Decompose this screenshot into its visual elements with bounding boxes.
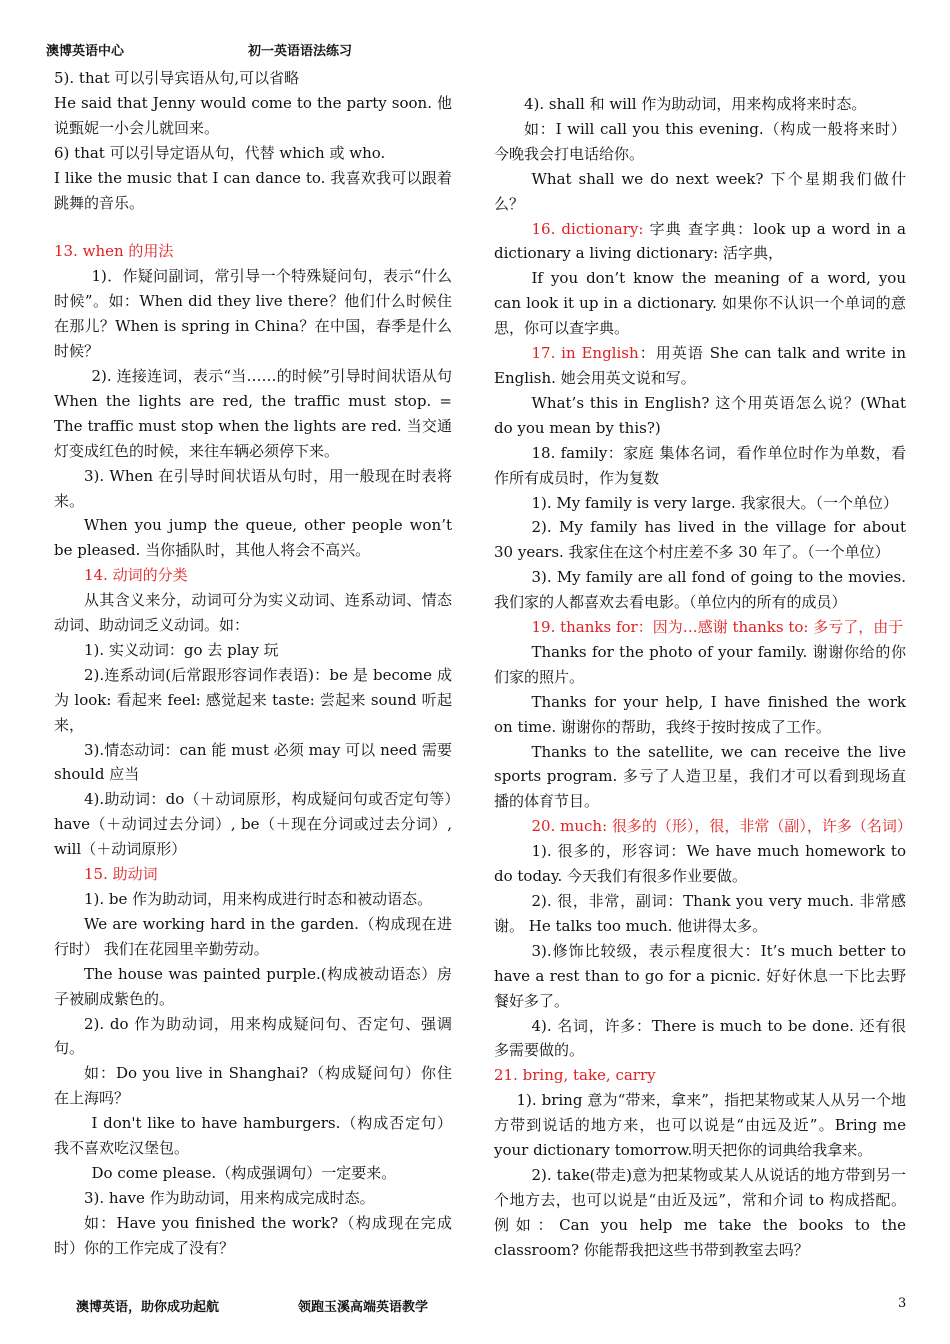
left-paragraph: 1). be 作为助动词，用来构成进行时态和被动语态。 — [84, 890, 433, 908]
right-paragraph: 21. bring, take, carry — [494, 1066, 656, 1085]
footer-slogan: 澳博英语，助你成功起航 — [76, 1300, 220, 1315]
left-paragraph: I like the music that I can dance to. 我喜欢我可以跟着跳舞的音乐。 — [54, 168, 452, 212]
left-paragraph: 1). 实义动词：go 去 play 玩 — [84, 640, 279, 659]
right-paragraph: 16. dictionary: 字典 查字典：look up a word in a dictionary a living dictionary: 活字典， — [494, 219, 906, 263]
left-paragraph: 从其含义来分，动词可分为实义动词、连系动词、情态动词、助动词乏义动词。如： — [54, 591, 452, 635]
left-paragraph: 3). have 作为助动词，用来构成完成时态。 — [84, 1188, 375, 1207]
left-paragraph: 14. 动词的分类 — [84, 566, 188, 585]
right-paragraph: 2). 很，非常，副词：Thank you very much. 非常感谢。 He talks too much. 他讲得太多。 — [494, 892, 906, 935]
page-footer — [0, 1296, 950, 1316]
left-paragraph: When you jump the queue, other people won’t be pleased. 当你插队时，其他人将会不高兴。 — [54, 516, 452, 560]
page-number: 3 — [898, 1296, 907, 1311]
left-paragraph: 4).助动词：do（＋动词原形，构成疑问句或否定句等）have（＋动词过去分词）, be（＋现在分词或过去分词）, will（＋动词原形） — [54, 790, 452, 859]
right-paragraph: 2). My family has lived in the village for about 30 years. 我家住在这个村庄差不多 30 年了。（一个单位） — [494, 518, 906, 562]
right-paragraph: 如：I will call you this evening.（构成一般将来时）今晚我会打电话给你。 — [494, 119, 906, 163]
right-paragraph: What’s this in English? 这个用英语怎么说？(What do you mean by this?) — [494, 393, 906, 437]
right-paragraph: If you don’t know the meaning of a word, you can look it up in a dictionary. 如果你不认识一个单词的意思，你可以查字典。 — [494, 269, 906, 338]
left-paragraph: 2).连系动词(后常跟形容词作表语)：be 是 become 成为 look: 看起来 feel: 感觉起来 taste: 尝起来 sound 听起来， — [54, 665, 452, 734]
left-paragraph: 6) that 可以引导定语从句，代替 which 或 who. — [54, 143, 386, 162]
left-paragraph: 5). that 可以引导宾语从句,可以省略 — [54, 69, 300, 87]
left-paragraph: Do come please.（构成强调句）一定要来。 — [91, 1163, 397, 1182]
right-paragraph: 4). shall 和 will 作为助动词，用来构成将来时态。 — [524, 95, 867, 113]
right-paragraph: Thanks to the satellite, we can receive the live sports program. 多亏了人造卫星，我们才可以看到现场直播的体育节目。 — [494, 742, 906, 811]
left-paragraph: 如：Have you finished the work?（构成现在完成时）你的工作完成了没有？ — [54, 1213, 452, 1257]
right-paragraph: 1). 很多的，形容词：We have much homework to do today. 今天我们有很多作业要做。 — [494, 842, 906, 886]
footer-slogan-2: 领跑玉溪高端英语教学 — [298, 1300, 429, 1315]
right-paragraph: Thanks for your help, I have finished the work on time. 谢谢你的帮助，我终于按时按成了工作。 — [494, 692, 906, 736]
left-paragraph: I don't like to have hamburgers.（构成否定句）我不喜欢吃汉堡包。 — [54, 1114, 452, 1158]
left-paragraph: 13. when 的用法 — [54, 242, 174, 261]
left-paragraph: 2). 连接连词，表示“当……的时候”引导时间状语从句 When the lights are red, the traffic must stop. = The traffic must stop when the lights are red. 当交通灯变成红色的时候，来往车辆必须停下来。 — [54, 366, 452, 460]
right-paragraph: What shall we do next week? 下个星期我们做什么？ — [494, 169, 906, 213]
entry-heading: 17. in English — [531, 344, 639, 363]
left-paragraph: 3). When 在引导时间状语从句时，用一般现在时表将来。 — [54, 466, 452, 510]
left-column — [54, 66, 452, 1261]
entry-heading: 16. dictionary: — [531, 219, 644, 238]
left-paragraph: 15. 助动词 — [84, 865, 158, 884]
page-header — [0, 40, 950, 60]
right-paragraph: 18. family：家庭 集体名词，看作单位时作为单数，看作所有成员时，作为复数 — [494, 443, 906, 487]
left-paragraph — [54, 215, 452, 239]
right-paragraph: 3).修饰比较级，表示程度很大：It’s much better to have a rest than to go for a picnic. 好好休息一下比去野餐好多了。 — [494, 941, 906, 1010]
left-paragraph: He said that Jenny would come to the party soon. 他说甄妮一小会儿就回来。 — [54, 93, 452, 137]
header-title: 初一英语语法练习 — [248, 44, 353, 59]
right-paragraph: 19. thanks for：因为…感谢 thanks to: 多亏了，由于 — [531, 618, 904, 637]
left-paragraph: 2). do 作为助动词，用来构成疑问句、否定句、强调句。 — [54, 1014, 452, 1058]
right-paragraph: 20. much: 很多的（形），很，非常（副），许多（名词） — [531, 817, 912, 836]
left-paragraph: The house was painted purple.(构成被动语态）房子被刷成紫色的。 — [54, 964, 452, 1008]
right-paragraph: 2). take(带走)意为把某物或某人从说话的地方带到另一个地方去，也可以说是“由近及远”，常和介词 to 构成搭配。例如：Can you help me take the books to the classroom? 你能帮我把这些书带到教室去吗？ — [494, 1165, 906, 1259]
left-paragraph: We are working hard in the garden.（构成现在进行时） 我们在花园里辛勤劳动。 — [54, 914, 452, 958]
right-paragraph: 4). 名词，许多：There is much to be done. 还有很多需要做的。 — [494, 1016, 906, 1060]
right-paragraph: 17. in English：用英语 She can talk and write in English. 她会用英文说和写。 — [494, 344, 906, 387]
header-org: 澳博英语中心 — [46, 44, 125, 59]
right-column — [494, 92, 912, 1263]
left-paragraph: 如：Do you live in Shanghai?（构成疑问句）你住在上海吗？ — [54, 1064, 452, 1108]
right-paragraph: Thanks for the photo of your family. 谢谢你给的你们家的照片。 — [494, 642, 906, 686]
left-paragraph: 3).情态动词：can 能 must 必须 may 可以 need 需要 should 应当 — [54, 740, 452, 784]
right-paragraph: 3). My family are all fond of going to the movies. 我们家的人都喜欢去看电影。（单位内的所有的成员） — [494, 568, 906, 612]
left-paragraph: 1)．作疑问副词，常引导一个特殊疑问句，表示“什么时候”。如：When did they live there？他们什么时候住在那儿？When is spring in China？在中国，春季是什么时候？ — [54, 267, 452, 361]
right-paragraph: 1). My family is very large. 我家很大。（一个单位） — [531, 493, 899, 512]
right-paragraph: 1). bring 意为“带来，拿来”，指把某物或某人从另一个地方带到说话的地方来，也可以说是“由远及近”。Bring me your dictionary tomorrow.明天把你的词典给我拿来。 — [494, 1091, 906, 1160]
